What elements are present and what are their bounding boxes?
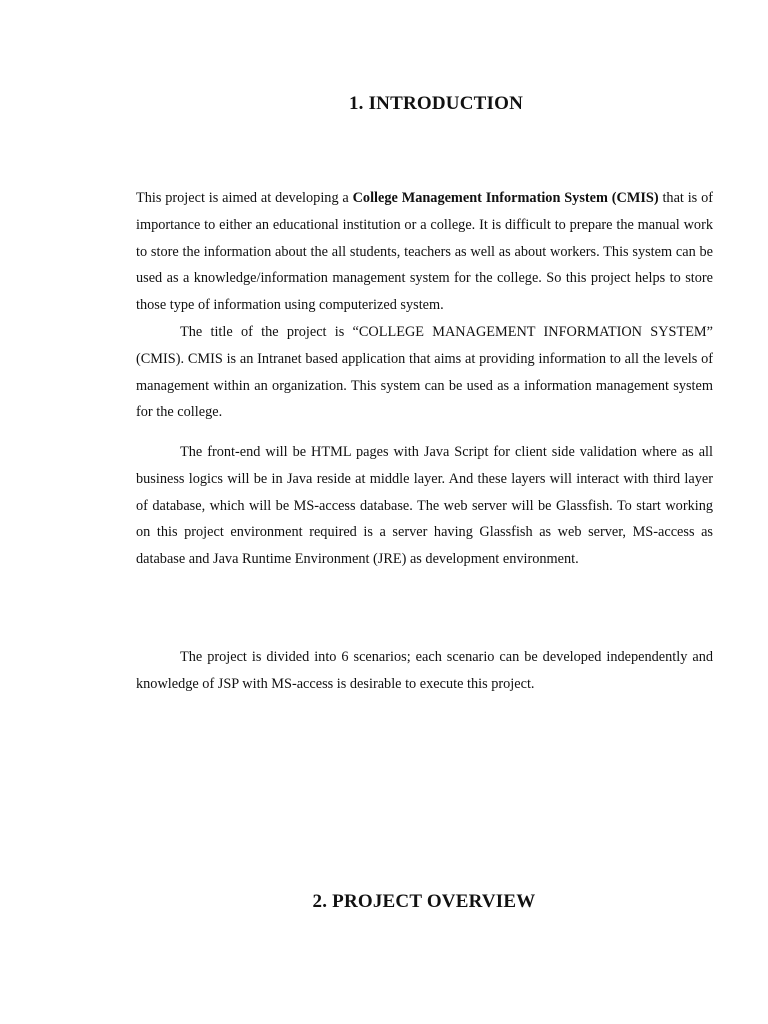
paragraph-intro-bold-term: College Management Information System (CMIS) [352,190,659,206]
paragraph-project-title: The title of the project is “COLLEGE MANAGEMENT INFORMATION SYSTEM” (CMIS). CMIS is an Intranet based application that aims at providing information to all the levels of management within an organization. This system can be used as a information management system for the college. [136,324,713,421]
section-heading-introduction: 1. INTRODUCTION [348,93,524,114]
section-heading-project-overview: 2. PROJECT OVERVIEW [312,891,536,912]
paragraph-front-end: The front-end will be HTML pages with Java Script for client side validation where as all business logics will be in Java reside at middle layer. And these layers will interact with third layer of database, which will be MS-access database. The web server will be Glassfish. To start working on this project environment required is a server having Glassfish as web server, MS-access as database and Java Runtime Environment (JRE) as development environment. [136,444,713,568]
paragraph-scenarios: The project is divided into 6 scenarios; each scenario can be developed independently and knowledge of JSP with MS-access is desirable to execute this project. [136,649,713,692]
paragraph-intro-lead: This project is aimed at developing a [136,190,353,206]
paragraph-intro [136,185,713,319]
paragraph-intro-rest: that is of importance to either an educational institution or a college. It is difficult to prepare the manual work to store the information about the all students, teachers as well as about workers. This system can be used as a knowledge/information management system for the college. So this project helps to store those type of information using computerized system. [136,190,713,314]
